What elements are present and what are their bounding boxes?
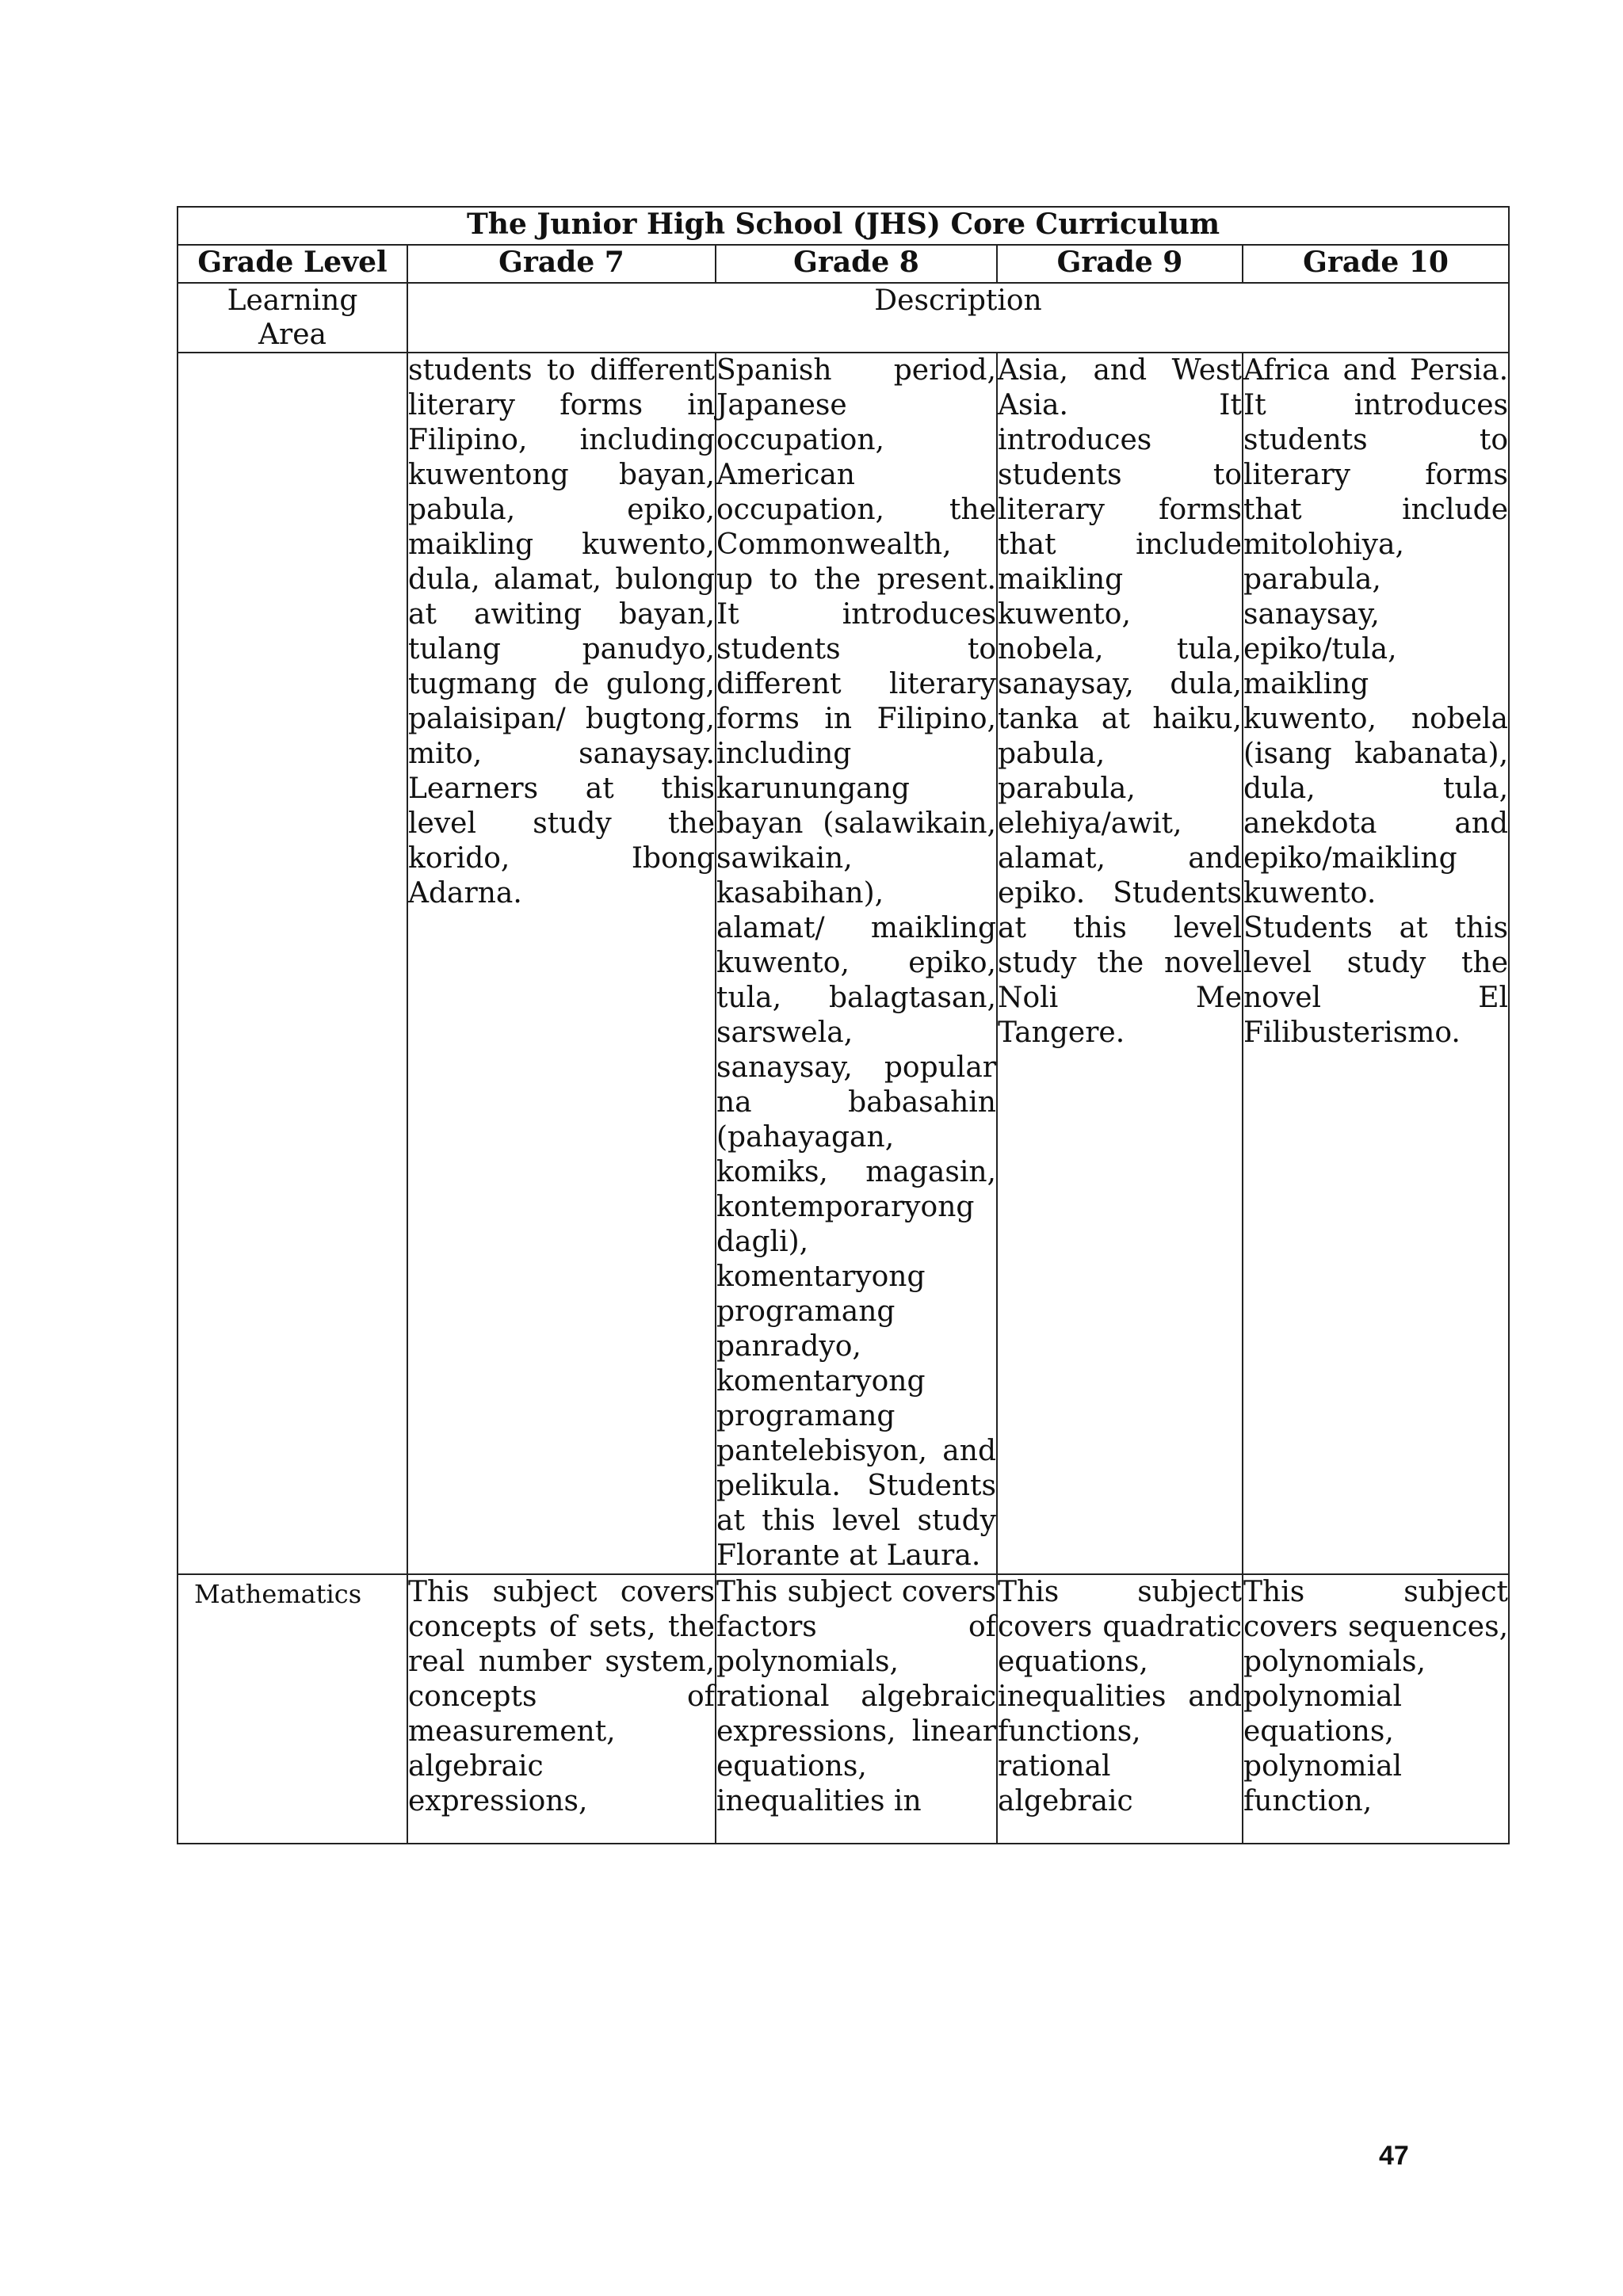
grade-7-header: Grade 7 [407,245,716,283]
grade-10-math-description: This subject covers sequences, polynomials, polynomial equations, polynomial function, [1243,1574,1509,1844]
curriculum-table [177,206,1510,1844]
learning-area-header: Learning Area [178,283,407,353]
grade-7-description: students to different literary forms in Filipino, including kuwentong bayan, pabula, epiko, maikling kuwento, dula, alamat, bulong at awiting bayan, tulang panudyo, tugmang de gulong, palaisipan/ bugtong, mito, sanaysay. Learners at this level study the korido, Ibong Adarna. [407,353,716,1574]
grade-10-description: Africa and Persia. It introduces students to literary forms that include mitolohiya, parabula, sanaysay, epiko/tula, maikling kuwento, nobela (isang kabanata), dula, tula, anekdota and epiko/maikling kuwento. Students at this level study the novel El Filibusterismo. [1243,353,1509,1574]
grade-8-header: Grade 8 [716,245,997,283]
grade-10-header: Grade 10 [1243,245,1509,283]
learning-area-mathematics: Mathematics [178,1574,407,1844]
grade-9-description: Asia, and West Asia. It introduces students to literary forms that include maikling kuwento, nobela, tula, sanaysay, dula, tanka at haiku, pabula, parabula, elehiya/awit, alamat, and epiko. Students at this level study the novel Noli Me Tangere. [997,353,1243,1574]
learning-area-cell [178,353,407,1574]
table-row [178,1574,1509,1844]
page-number: 47 [1379,2141,1409,2171]
grade-7-math-description: This subject covers concepts of sets, the real number system, concepts of measurement, algebraic expressions, [407,1574,716,1844]
grade-8-math-description: This subject covers factors of polynomials, rational algebraic expressions, linear equations, inequalities in [716,1574,997,1844]
grade-8-description: Spanish period, Japanese occupation, American occupation, the Commonwealth, up to the present. It introduces students to different literary forms in Filipino, including karunungang bayan (salawikain, sawikain, kasabihan), alamat/ maikling kuwento, epiko, tula, balagtasan, sarswela, sanaysay, popular na babasahin (pahayagan, komiks, magasin, kontemporaryong dagli), komentaryong programang panradyo, komentaryong programang pantelebisyon, and pelikula. Students at this level study Florante at Laura. [716,353,997,1574]
grade-level-header: Grade Level [178,245,407,283]
description-header: Description [407,283,1509,353]
table-row [178,353,1509,1574]
table-title: The Junior High School (JHS) Core Curriculum [178,207,1509,245]
grade-9-math-description: This subject covers quadratic equations, inequalities and functions, rational algebraic [997,1574,1243,1844]
grade-9-header: Grade 9 [997,245,1243,283]
